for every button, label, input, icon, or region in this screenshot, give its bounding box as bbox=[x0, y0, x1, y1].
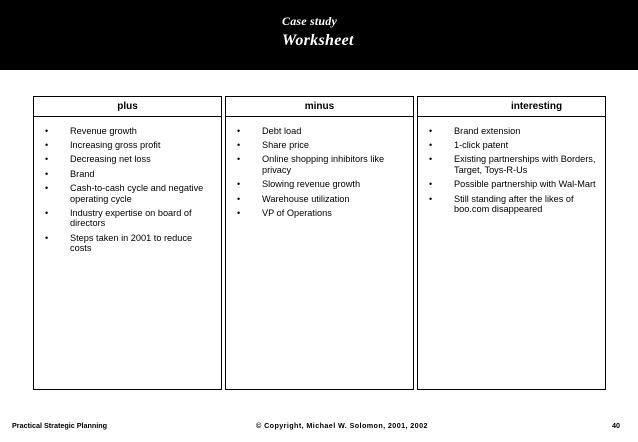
list-item-text: VP of Operations bbox=[262, 207, 332, 218]
list-item bbox=[34, 154, 221, 165]
bullet-icon: • bbox=[45, 232, 49, 243]
footer-course-title: Practical Strategic Planning bbox=[12, 421, 108, 430]
column-header-plus bbox=[34, 97, 221, 117]
list-item-text: Cash-to-cash cycle and negative operating cycle bbox=[70, 182, 204, 204]
column-heading: plus bbox=[117, 101, 138, 112]
list-item-text: Online shopping inhibitors like privacy bbox=[262, 154, 385, 176]
bullet-icon: • bbox=[429, 140, 433, 151]
list-item bbox=[34, 233, 221, 254]
interesting-column bbox=[417, 96, 606, 390]
list-item-text: Still standing after the likes of boo.com disappeared bbox=[454, 193, 574, 215]
list-item bbox=[418, 154, 605, 175]
list-item-text: Increasing gross profit bbox=[70, 140, 161, 151]
bullet-icon: • bbox=[429, 154, 433, 165]
list-item bbox=[418, 126, 605, 137]
bullet-icon: • bbox=[237, 193, 241, 204]
list-item bbox=[34, 183, 221, 204]
list-item bbox=[226, 126, 413, 137]
plus-column bbox=[33, 96, 222, 390]
bullet-icon: • bbox=[45, 182, 49, 193]
list-item bbox=[226, 194, 413, 205]
bullet-icon: • bbox=[429, 126, 433, 136]
list-item-text: Revenue growth bbox=[70, 126, 137, 136]
column-header-interesting bbox=[418, 97, 605, 117]
page-number: 40 bbox=[612, 421, 620, 430]
bullet-icon: • bbox=[237, 140, 241, 151]
bullet-icon: • bbox=[45, 154, 49, 165]
column-heading: interesting bbox=[510, 101, 563, 112]
bullet-list bbox=[418, 117, 605, 215]
list-item bbox=[418, 179, 605, 190]
column-header-minus bbox=[226, 97, 413, 117]
slide-title: Worksheet bbox=[282, 32, 354, 49]
footer-copyright: © Copyright, Michael W. Solomon, 2001, 2002 bbox=[256, 421, 428, 430]
bullet-icon: • bbox=[45, 207, 49, 218]
bullet-list bbox=[226, 117, 413, 218]
list-item bbox=[226, 179, 413, 190]
bullet-icon: • bbox=[237, 154, 241, 165]
list-item-text: Debt load bbox=[262, 126, 302, 136]
list-item-text: Possible partnership with Wal-Mart bbox=[454, 179, 596, 190]
bullet-icon: • bbox=[237, 207, 241, 218]
list-item bbox=[226, 154, 413, 175]
column-heading: minus bbox=[304, 101, 335, 112]
list-item-text: Share price bbox=[262, 140, 309, 151]
bullet-icon: • bbox=[237, 179, 241, 190]
list-item bbox=[34, 140, 221, 151]
list-item-text: Steps taken in 2001 to reduce costs bbox=[70, 232, 193, 254]
bullet-icon: • bbox=[45, 168, 49, 179]
list-item bbox=[34, 208, 221, 229]
bullet-icon: • bbox=[45, 140, 49, 151]
minus-column bbox=[225, 96, 414, 390]
list-item bbox=[226, 140, 413, 151]
list-item-text: Industry expertise on board of directors bbox=[70, 207, 192, 229]
list-item-text: Brand bbox=[70, 168, 95, 179]
bullet-icon: • bbox=[429, 179, 433, 190]
list-item bbox=[418, 194, 605, 215]
bullet-icon: • bbox=[45, 126, 49, 136]
list-item-text: Decreasing net loss bbox=[70, 154, 151, 165]
slide-subtitle: Case study bbox=[282, 14, 338, 28]
list-item bbox=[226, 208, 413, 219]
bullet-list bbox=[34, 117, 221, 254]
list-item bbox=[34, 169, 221, 180]
list-item-text: Brand extension bbox=[454, 126, 521, 136]
bullet-icon: • bbox=[429, 193, 433, 204]
bullet-icon: • bbox=[237, 126, 241, 136]
list-item-text: Warehouse utilization bbox=[262, 193, 350, 204]
list-item-text: 1-click patent bbox=[454, 140, 509, 151]
list-item bbox=[34, 126, 221, 137]
header-banner bbox=[0, 0, 638, 70]
list-item-text: Slowing revenue growth bbox=[262, 179, 361, 190]
list-item-text: Existing partnerships with Borders, Target, Toys-R-Us bbox=[454, 154, 596, 176]
list-item bbox=[418, 140, 605, 151]
